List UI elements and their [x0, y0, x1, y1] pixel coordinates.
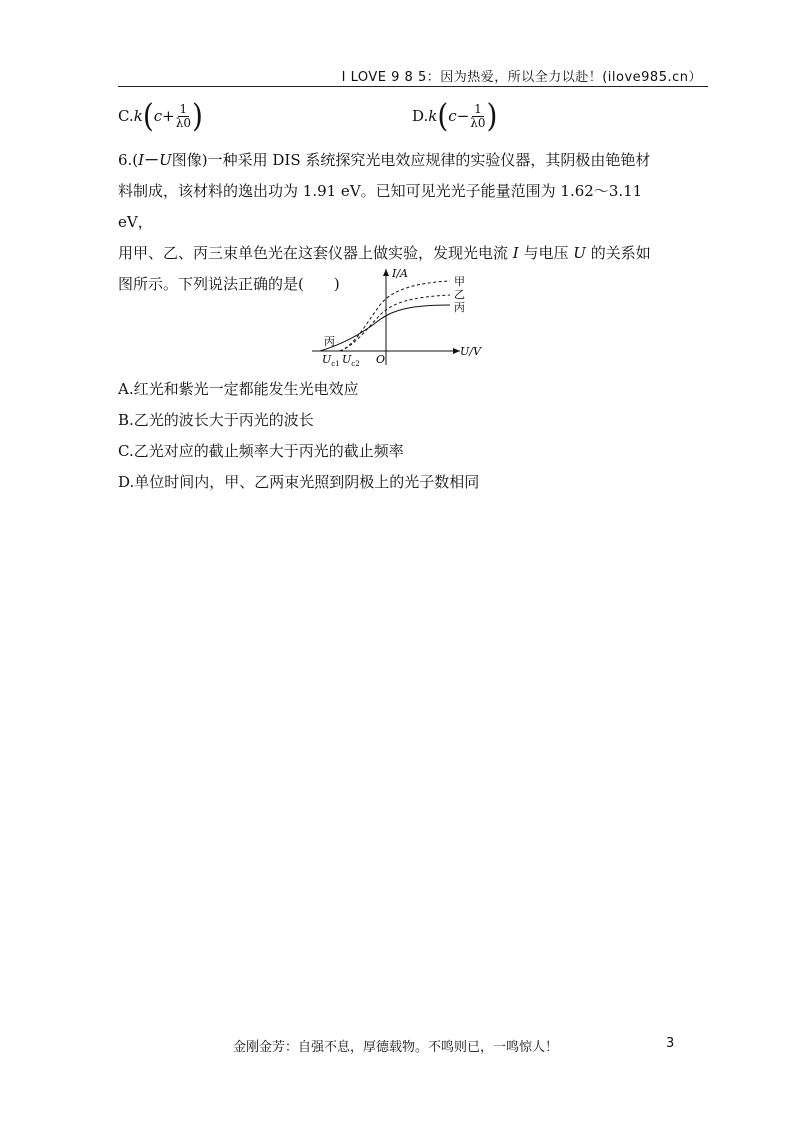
- option-d-op: −: [456, 107, 470, 125]
- option-c-op: +: [162, 107, 175, 125]
- line3-part-c: 的关系如: [585, 244, 651, 262]
- left-paren: (: [142, 96, 154, 135]
- uc1-label: $U_{c1}$: [322, 353, 340, 368]
- curve-bing: [320, 305, 450, 351]
- curve-label-jia: 甲: [454, 275, 465, 288]
- line3-part-b: 与电压: [518, 244, 574, 262]
- right-paren: ): [191, 96, 203, 135]
- question-line-1-text: 图像)一种采用 DIS 系统探究光电效应规律的实验仪器，其阴极由铯铯材: [171, 151, 651, 169]
- iu-graph-figure: [310, 265, 500, 370]
- option-d-c: c: [448, 107, 457, 125]
- left-curve-label-bing: 丙: [324, 335, 335, 348]
- question-line-4: 图所示。下列说法正确的是( ): [118, 275, 340, 293]
- option-d-fraction: [470, 103, 485, 130]
- choice-c: C.乙光对应的截止频率大于丙光的截止频率: [118, 442, 404, 460]
- header-text: I LOVE 9 8 5：因为热爱，所以全力以赴！(ilove985.cn）: [341, 70, 702, 85]
- line3-u: U: [573, 244, 586, 262]
- y-axis-label: I/A: [392, 267, 408, 280]
- option-d-letter: D.: [412, 107, 429, 125]
- uc2-label: $U_{c2}$: [342, 353, 360, 368]
- page-header: [118, 58, 708, 87]
- choice-a: A.红光和紫光一定都能发生光电效应: [118, 380, 359, 398]
- curve-yi: [340, 295, 450, 351]
- choice-d: D.单位时间内，甲、乙两束光照到阴极上的光子数相同: [118, 473, 480, 491]
- origin-label: O: [376, 353, 386, 366]
- page-number: 3: [666, 1036, 675, 1051]
- curve-label-bing: 丙: [454, 301, 465, 314]
- fraction-numerator: 1: [474, 101, 482, 116]
- option-c-fraction: [176, 103, 191, 130]
- question-line-2: 料制成，该材料的逸出功为 1.91 eV。已知可见光光子能量范围为 1.62～3.11 eV，: [118, 182, 643, 231]
- fraction-denominator: λ0: [470, 115, 486, 130]
- question-number: 6.(: [118, 151, 139, 169]
- curve-label-yi: 乙: [454, 288, 465, 301]
- tag-dash: －: [144, 151, 160, 169]
- option-d-prev: [412, 98, 497, 134]
- fraction-denominator: λ0: [175, 115, 191, 130]
- x-axis-label: U/V: [460, 345, 481, 358]
- footer-motto: 金刚金芳：自强不息，厚德载物。不鸣则已，一鸣惊人！: [233, 1040, 559, 1055]
- option-c-c: c: [153, 107, 163, 125]
- option-d-k: k: [428, 107, 438, 125]
- tag-u: U: [159, 151, 172, 169]
- line3-part-a: 用甲、乙、丙三束单色光在这套仪器上做实验，发现光电流: [118, 244, 513, 262]
- line3-i: I: [512, 244, 519, 262]
- left-paren: (: [437, 96, 449, 135]
- right-paren: ): [486, 96, 498, 135]
- question-line-1: [118, 145, 678, 176]
- option-c-k: k: [133, 107, 143, 125]
- tag-i: I: [138, 151, 145, 169]
- option-c-prev: [118, 98, 203, 134]
- fraction-numerator: 1: [179, 101, 188, 116]
- option-c-letter: C.: [118, 107, 134, 125]
- choice-b: B.乙光的波长大于丙光的波长: [118, 411, 314, 429]
- curve-jia: [340, 281, 450, 351]
